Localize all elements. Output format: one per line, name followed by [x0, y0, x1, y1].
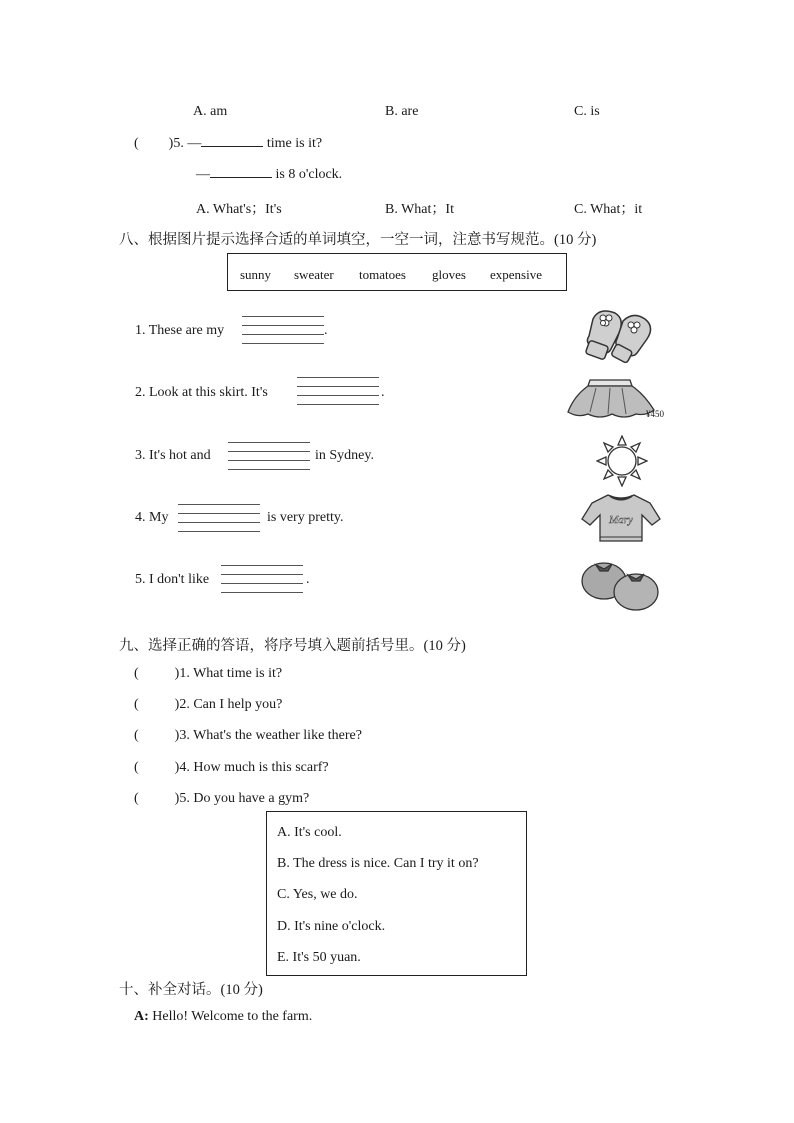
fill-item-4-suffix: is very pretty. — [267, 510, 344, 525]
sun-picture — [596, 435, 648, 487]
q5-option-c: C. What；it — [574, 202, 643, 217]
matching-question-5: ( )5. Do you have a gym? — [134, 791, 310, 806]
q4-option-b: B. are — [385, 104, 419, 119]
matching-question-number: )3. — [174, 728, 190, 743]
sweater-name-text: Mary — [609, 514, 633, 526]
matching-question-text: What's the weather like there? — [193, 728, 362, 743]
skirt-picture — [566, 376, 656, 422]
fill-item-5-suffix: . — [306, 572, 310, 587]
fill-item-3-suffix: in Sydney. — [315, 448, 374, 463]
q5-option-b: B. What；It — [385, 202, 454, 217]
answer-options-box — [266, 811, 527, 976]
fill-item-4-writing-lines[interactable] — [178, 504, 260, 534]
answer-option-e: E. It's 50 yuan. — [277, 950, 361, 965]
matching-question-2: ( )2. Can I help you? — [134, 697, 283, 712]
matching-question-text: What time is it? — [193, 666, 283, 681]
dialogue-speaker: A: — [134, 1009, 149, 1024]
matching-question-4: ( )4. How much is this scarf? — [134, 760, 329, 775]
q5-line2-text: is 8 o'clock. — [275, 167, 343, 182]
gloves-picture — [583, 303, 659, 365]
q4-option-a: A. am — [193, 104, 228, 119]
q5-dash-2: — — [196, 167, 210, 182]
word-bank-item: sunny — [240, 267, 272, 282]
dialogue-text: Hello! Welcome to the farm. — [152, 1009, 313, 1024]
fill-item-3-prefix: 3. It's hot and — [135, 448, 211, 463]
matching-question-1: ( )1. What time is it? — [134, 666, 283, 681]
fill-item-3-writing-lines[interactable] — [228, 442, 310, 472]
q5-option-a: A. What's；It's — [196, 202, 282, 217]
word-bank-item: sweater — [294, 267, 334, 282]
q4-option-c: C. is — [574, 104, 600, 119]
answer-option-b: B. The dress is nice. Can I try it on? — [277, 856, 479, 871]
word-bank-item: gloves — [432, 267, 466, 282]
fill-item-2-writing-lines[interactable] — [297, 377, 379, 407]
section8-heading: 八、根据图片提示选择合适的单词填空，一空一词，注意书写规范。(10 分) — [119, 232, 597, 248]
q5-question-line — [134, 136, 322, 152]
dialogue-line-1 — [134, 1009, 312, 1025]
matching-question-number: )2. — [174, 697, 190, 712]
fill-item-1-suffix: . — [324, 323, 328, 338]
answer-option-c: C. Yes, we do. — [277, 887, 358, 902]
fill-item-2-prefix: 2. Look at this skirt. It's — [135, 385, 268, 400]
matching-question-number: )4. — [174, 760, 190, 775]
word-bank-item: tomatoes — [359, 267, 406, 282]
q5-dash-1: — — [187, 136, 202, 151]
matching-question-3: ( )3. What's the weather like there? — [134, 728, 362, 743]
fill-item-1-writing-lines[interactable] — [242, 316, 324, 346]
answer-option-a: A. It's cool. — [277, 825, 342, 840]
sweater-picture — [580, 491, 662, 545]
matching-question-text: How much is this scarf? — [193, 760, 329, 775]
q5-answer-line — [196, 167, 342, 183]
q5-paren-open: ( — [134, 136, 139, 151]
tomatoes-picture — [580, 559, 662, 613]
q5-blank-2[interactable] — [210, 177, 272, 178]
skirt-price-tag: ¥450 — [646, 409, 664, 419]
q5-number: )5. — [168, 136, 184, 151]
q5-blank-1[interactable] — [201, 146, 263, 147]
fill-item-1-prefix: 1. These are my — [135, 323, 225, 338]
fill-item-5-writing-lines[interactable] — [221, 565, 303, 595]
word-bank-item: expensive — [490, 267, 542, 282]
fill-item-4-prefix: 4. My — [135, 510, 169, 525]
matching-question-text: Do you have a gym? — [193, 791, 310, 806]
matching-question-text: Can I help you? — [193, 697, 283, 712]
word-bank-box — [227, 253, 567, 291]
q5-line1-text: time is it? — [266, 136, 323, 151]
fill-item-2-suffix: . — [381, 385, 385, 400]
section9-heading: 九、选择正确的答语，将序号填入题前括号里。(10 分) — [119, 638, 466, 654]
answer-option-d: D. It's nine o'clock. — [277, 919, 386, 934]
section10-heading: 十、补全对话。(10 分) — [119, 982, 263, 998]
matching-question-number: )5. — [174, 791, 190, 806]
fill-item-5-prefix: 5. I don't like — [135, 572, 210, 587]
matching-question-number: )1. — [174, 666, 190, 681]
